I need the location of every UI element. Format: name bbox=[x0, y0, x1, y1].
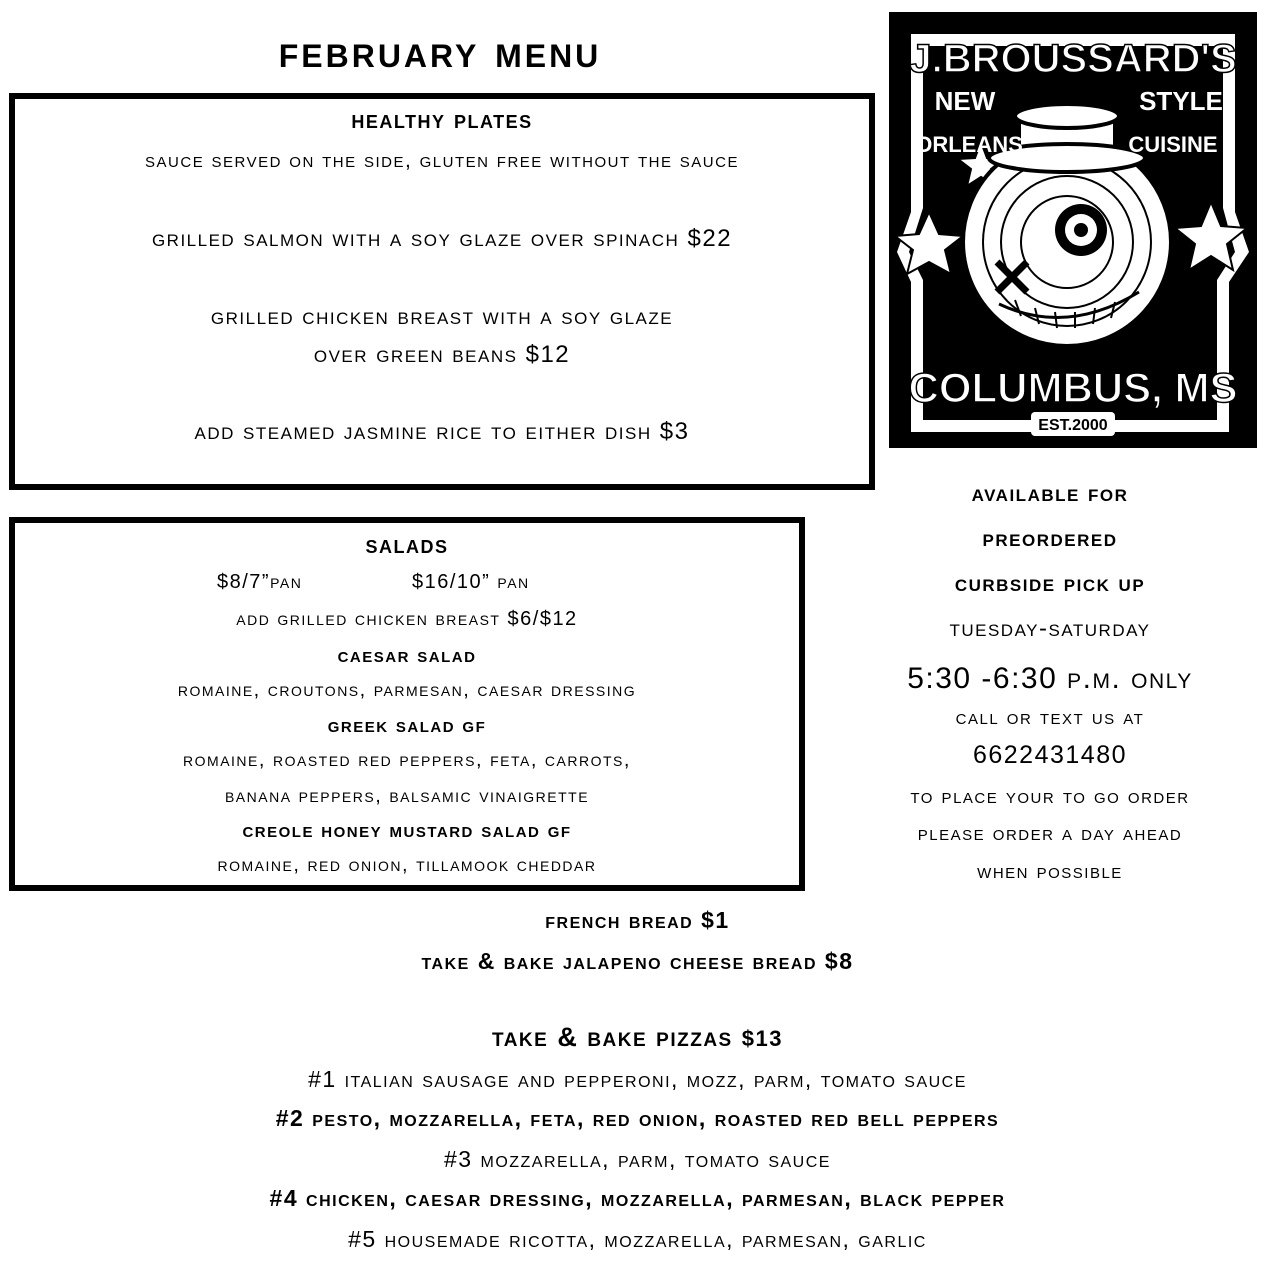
salads-heading: salads bbox=[365, 529, 449, 559]
info-place-order: to place your to go order bbox=[910, 783, 1190, 808]
restaurant-logo bbox=[889, 12, 1257, 448]
healthy-plates-note: sauce served on the side, gluten free without the sauce bbox=[145, 149, 739, 172]
healthy-plates-heading: healthy plates bbox=[351, 106, 533, 134]
salad-name-greek: greek salad gf bbox=[327, 714, 487, 737]
info-hours: 5:30 -6:30 p.m. only bbox=[907, 662, 1193, 695]
pizza-4: #4 chicken, caesar dressing, mozzarella, parmesan, black pepper bbox=[269, 1185, 1006, 1211]
salad-price-small: $8/7”pan bbox=[217, 571, 303, 593]
salad-desc-creole: romaine, red onion, tillamook cheddar bbox=[217, 854, 597, 876]
french-bread: french bread $1 bbox=[545, 907, 730, 933]
logo-line4: COLUMBUS, MS bbox=[908, 364, 1238, 411]
salad-desc-greek-line2: banana peppers, balsamic vinaigrette bbox=[224, 785, 590, 807]
menu-addon-jasmine-rice: add steamed jasmine rice to either dish $3 bbox=[194, 418, 690, 445]
info-preordered: preordered bbox=[982, 525, 1118, 552]
logo-line2a: NEW bbox=[934, 86, 996, 116]
pizza-3: #3 mozzarella, parm, tomato sauce bbox=[444, 1146, 831, 1172]
salad-name-caesar: caesar salad bbox=[337, 644, 477, 667]
info-days: tuesday-saturday bbox=[949, 615, 1151, 642]
info-phone[interactable]: 6622431480 bbox=[972, 741, 1128, 769]
info-available: available for bbox=[971, 480, 1129, 507]
salad-name-creole: creole honey mustard salad gf bbox=[242, 819, 572, 842]
salad-desc-greek-line1: romaine, roasted red peppers, feta, carrots, bbox=[183, 749, 631, 771]
logo-est: EST.2000 bbox=[1038, 417, 1108, 434]
info-curbside: curbside pick up bbox=[954, 570, 1146, 597]
pizza-2: #2 pesto, mozzarella, feta, red onion, roasted red bell peppers bbox=[275, 1105, 1000, 1131]
salad-add-chicken: add grilled chicken breast $6/$12 bbox=[236, 608, 578, 630]
pizzas-price: $13 bbox=[741, 1026, 783, 1051]
pizzas-heading-row bbox=[0, 1024, 1275, 1051]
jalapeno-cheese-bread: take & bake jalapeno cheese bread $8 bbox=[421, 948, 854, 974]
pizzas-heading: take & bake pizzas bbox=[492, 1022, 733, 1052]
menu-item-grilled-chicken-line1: grilled chicken breast with a soy glaze bbox=[210, 303, 674, 330]
logo-line3b: CUISINE bbox=[1128, 132, 1218, 157]
menu-title: february menu bbox=[278, 25, 602, 77]
info-call-text: call or text us at bbox=[955, 704, 1145, 729]
logo-line2b: STYLE bbox=[1139, 86, 1223, 116]
info-when-possible: when possible bbox=[977, 858, 1123, 883]
logo-line3a: ORLEANS bbox=[915, 132, 1023, 157]
logo-line1: J.BROUSSARD'S bbox=[909, 37, 1237, 81]
logo-artwork bbox=[889, 12, 1257, 448]
salad-price-large: $16/10” pan bbox=[412, 571, 530, 593]
salad-desc-caesar: romaine, croutons, parmesan, caesar dressing bbox=[177, 679, 637, 701]
menu-item-grilled-salmon: grilled salmon with a soy glaze over spinach $22 bbox=[151, 225, 733, 252]
pizza-5: #5 housemade ricotta, mozzarella, parmesan, garlic bbox=[348, 1226, 927, 1252]
pizza-1: #1 italian sausage and pepperoni, mozz, parm, tomato sauce bbox=[308, 1066, 967, 1092]
menu-item-grilled-chicken-line2: over green beans $12 bbox=[313, 341, 571, 368]
info-order-ahead: please order a day ahead bbox=[917, 820, 1183, 845]
